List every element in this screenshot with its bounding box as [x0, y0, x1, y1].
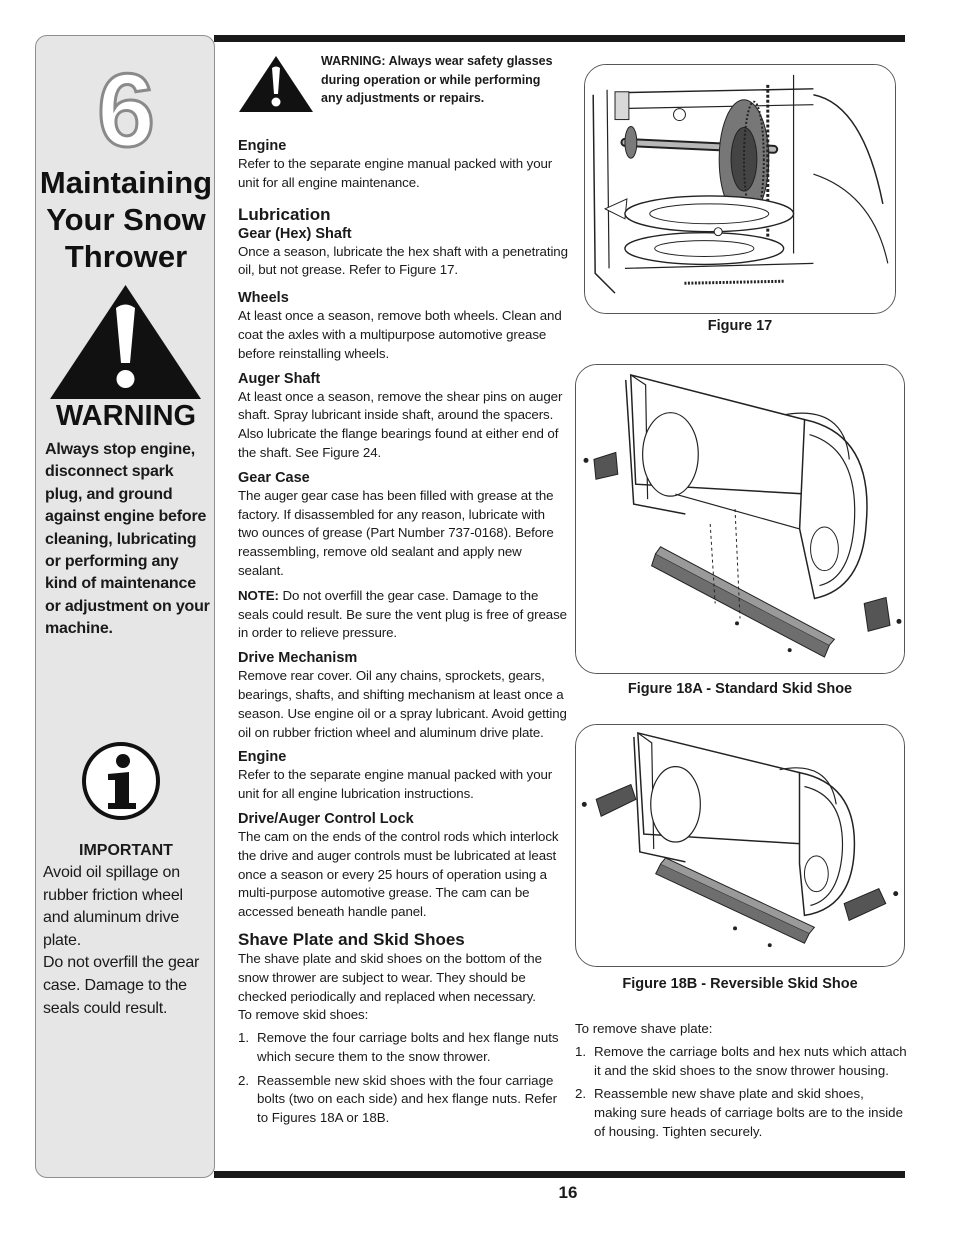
- control-lock-text: The cam on the ends of the control rods which interlock the drive and auger controls must be lubricated at least once a season or every 25 hours of operation using a multi-purpose automotive grease. The cam can be accessed beneath handle panel.: [238, 828, 559, 920]
- gear-case-note: [238, 587, 568, 643]
- gear-shaft-heading: Gear (Hex) Shaft: [238, 225, 352, 242]
- wheels-heading: Wheels: [238, 290, 289, 307]
- shave-plate-intro: To remove shave plate:: [575, 1021, 713, 1036]
- list-item: 1. Remove the four carriage bolts and hex flange nuts which secure them to the snow thrower.: [238, 1030, 559, 1064]
- warning-text: Always stop engine, disconnect spark plug, and ground against engine before cleaning, lubricating or performing any kind of maintenance or adjustment on your machine.: [45, 441, 210, 638]
- engine-lubrication-heading: Engine: [238, 749, 287, 766]
- chapter-title: Maintaining Your Snow Thrower: [39, 165, 213, 274]
- lubrication-heading: Lubrication: [238, 204, 331, 224]
- important-text-1: Avoid oil spillage on rubber friction wheel and aluminum drive plate.: [43, 864, 183, 949]
- shave-plate-heading: Shave Plate and Skid Shoes: [238, 929, 465, 949]
- gear-case-text: The auger gear case has been filled with grease at the factory. If disassembled for any reason, lubricate with two ounces of grease (Part Number 737-0168). Before reassembling, remove old sealant and apply new sealant.: [238, 487, 554, 578]
- gear-shaft-text: Once a season, lubricate the hex shaft with a penetrating oil, but not grease. Refer to Figure 17.: [238, 243, 568, 278]
- skid-shoe-intro: To remove skid shoes:: [238, 1007, 369, 1023]
- safety-warning-icon: [238, 55, 314, 113]
- gear-shaft-illustration: [585, 65, 895, 313]
- figure-17-illustration: [584, 64, 896, 314]
- gear-case-heading: Gear Case: [238, 469, 310, 486]
- shave-plate-column: [575, 1020, 910, 1147]
- main-text-column: [238, 137, 568, 1133]
- chapter-number-text: 6: [97, 56, 155, 156]
- note-label: NOTE:: [238, 587, 279, 603]
- skid-shoe-steps: [238, 1029, 568, 1128]
- wheels-text: At least once a season, remove both wheels. Clean and coat the axles with a multipurpose automotive grease before reinstalling wheels.: [238, 308, 562, 361]
- top-rule: [214, 35, 905, 42]
- list-item: 2. Reassemble new shave plate and skid shoes, making sure heads of carriage bolts are to the inside of housing. Tighten securely.: [575, 1086, 903, 1139]
- drive-mechanism-text: Remove rear cover. Oil any chains, sprockets, gears, bearings, shafts, and shifting mechanism at least once a season. Use engine oil or a spray lubricant. Avoid getting oil on rubber friction wheel and aluminum drive plate.: [238, 668, 567, 740]
- chapter-sidebar: [35, 35, 215, 1178]
- control-lock-heading: Drive/Auger Control Lock: [238, 810, 414, 827]
- figure-18b-illustration: [575, 724, 905, 967]
- important-text-2: Do not overfill the gear case. Damage to the seals could result.: [43, 954, 200, 1017]
- warning-triangle-icon: [48, 283, 203, 401]
- figure-17-caption: Figure 17: [707, 318, 773, 334]
- list-item: 1. Remove the carriage bolts and hex nuts which attach it and the skid shoes to the snow thrower housing.: [575, 1043, 907, 1078]
- shave-plate-text: The shave plate and skid shoes on the bottom of the snow thrower are subject to wear. They should be checked periodically and replaced when necessary.: [238, 950, 542, 1004]
- auger-shaft-heading: Auger Shaft: [238, 370, 321, 387]
- important-heading: IMPORTANT: [79, 842, 173, 859]
- note-text: Do not overfill the gear case. Damage to the seals could result. Be sure the vent plug is free of grease in order to relieve pressure.: [238, 587, 567, 641]
- engine-text: Refer to the separate engine manual packed with your unit for all engine maintenance.: [238, 156, 553, 190]
- reversible-skid-shoe-illustration: [576, 725, 904, 966]
- safety-warning-text: WARNING: Always wear safety glasses during operation or while performing any adjustments or repairs.: [321, 54, 553, 106]
- standard-skid-shoe-illustration: [576, 365, 904, 673]
- engine-lubrication-text: Refer to the separate engine manual packed with your unit for all engine lubrication instructions.: [238, 767, 553, 802]
- bottom-rule: [214, 1171, 905, 1178]
- figure-18b-caption: Figure 18B - Reversible Skid Shoe: [622, 976, 858, 992]
- figure-18a-caption: Figure 18A - Standard Skid Shoe: [627, 681, 853, 697]
- page-number: 16: [558, 1183, 578, 1202]
- figure-18a-illustration: [575, 364, 905, 674]
- auger-shaft-text: At least once a season, remove the shear pins on auger shaft. Spray lubricant inside shaft, around the spacers. Also lubricate the flange bearings found at either end of the shaft. See Figure 24.: [238, 388, 563, 460]
- info-icon: [81, 741, 161, 821]
- list-item: 2. Reassemble new skid shoes with the four carriage bolts (two on each side) and hex flange nuts. Refer to Figures 18A or 18B.: [238, 1072, 558, 1126]
- chapter-number: [36, 56, 216, 156]
- engine-heading: Engine: [238, 138, 287, 154]
- shave-plate-steps: [575, 1043, 910, 1142]
- warning-heading: WARNING: [55, 400, 197, 432]
- important-text: [43, 862, 213, 1020]
- drive-mechanism-heading: Drive Mechanism: [238, 650, 358, 667]
